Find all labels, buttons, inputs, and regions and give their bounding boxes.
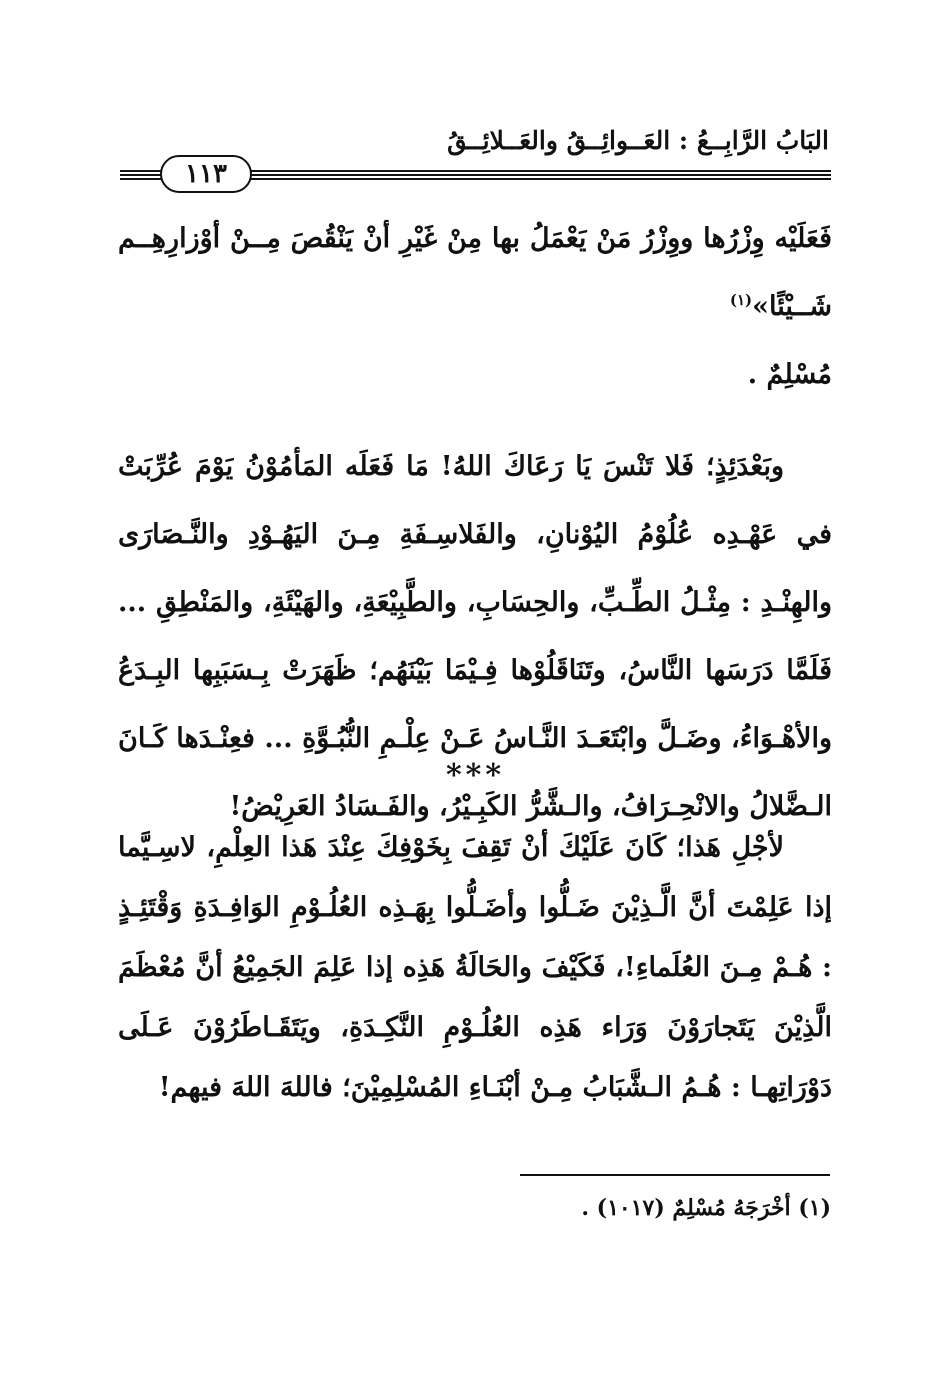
page-number-badge: ١١٣ bbox=[160, 155, 252, 193]
footnote-1: (١) أخْرَجَهُ مُسْلِمٌ (١٠١٧) . bbox=[581, 1195, 831, 1221]
main-text-block bbox=[118, 205, 832, 841]
running-header-title: البَابُ الرَّابِــعُ : العَــوائِــقُ والعَــلائِــقُ bbox=[447, 126, 829, 155]
hadith-source: مُسْلِمٌ . bbox=[747, 359, 832, 390]
footnote-divider bbox=[520, 1174, 830, 1176]
paragraph-warning: لأجْلِ هَذا؛ كَانَ عَلَيْكَ أنْ تَقِفَ بِخَوْفِكَ عِنْدَ هَذا العِلْمِ، لاسِـيَّما إذا عَلِمْتَ أنَّ الَّـذِيْنَ ضَـلُّوا وأضَـلُّوا بِهَـذِه العُلُـوْمِ الوَافِـدَةِ وَقْتَئِـذٍ : هُـمْ مِـنَ العُلَماءِ!، فَكَيْفَ والحَالَةُ هَذِه إذا عَلِمَ الجَمِيْعُ أنَّ مُعْظَمَ الَّذِيْنَ يَتَجارَوْنَ وَرَاء هَذِه العُلُـوْمِ النَّكِـدَةِ، ويَتَقَـاطَرُوْنَ عَـلَى دَوْرَاتِهـا : هُـمُ الـشَّبَابُ مِـنْ أبْنَـاءِ المُسْلِمِيْنَ؛ فاللهَ اللهَ فيهم! bbox=[118, 832, 832, 1103]
hadith-continuation bbox=[118, 205, 832, 341]
hadith-continuation-text: فَعَلَيْه وِزْرُها ووِزْرُ مَنْ يَعْمَلُ بها مِنْ غَيْرِ أنْ يَنْقُصَ مِــنْ أوْزارِهِــم شَــيْئًا» bbox=[118, 223, 832, 322]
second-text-block bbox=[118, 818, 832, 1118]
section-separator: *** bbox=[445, 758, 506, 793]
paragraph-mamun: وبَعْدَئِذٍ؛ فَلا تَنْسَ يَا رَعَاكَ اللهُ! مَا فَعَلَه المَأمُوْنُ يَوْمَ عُرِّبَتْ في عَهْـدِه عُلُوْمُ اليُوْنانِ، والفَلاسِـفَةِ مِـنَ اليَهُـوْدِ والنَّـصَارَى والهِنْـدِ : مِثْـلُ الطِّـبِّ، والحِسَابِ، والطَّبِيْعَةِ، والهَيْئَةِ، والمَنْطِقِ ... فَلَمَّا دَرَسَها النَّاسُ، وتَنَاقَلُوْها فِـيْمَا بَيْنَهُم؛ ظَهَرَتْ بِـسَبَبِها البِـدَعُ والأهْـوَاءُ، وضَـلَّ وابْتَعَـدَ النَّـاسُ عَـنْ عِلْـمِ النُّبُـوَّةِ ... فعِنْـدَها كَـانَ الـضَّلالُ والانْحِـرَافُ، والـشَّرُّ الكَبِـيْرُ، والفَـسَادُ العَرِيْضُ! bbox=[118, 451, 832, 822]
footnote-reference: (١) bbox=[729, 291, 753, 309]
